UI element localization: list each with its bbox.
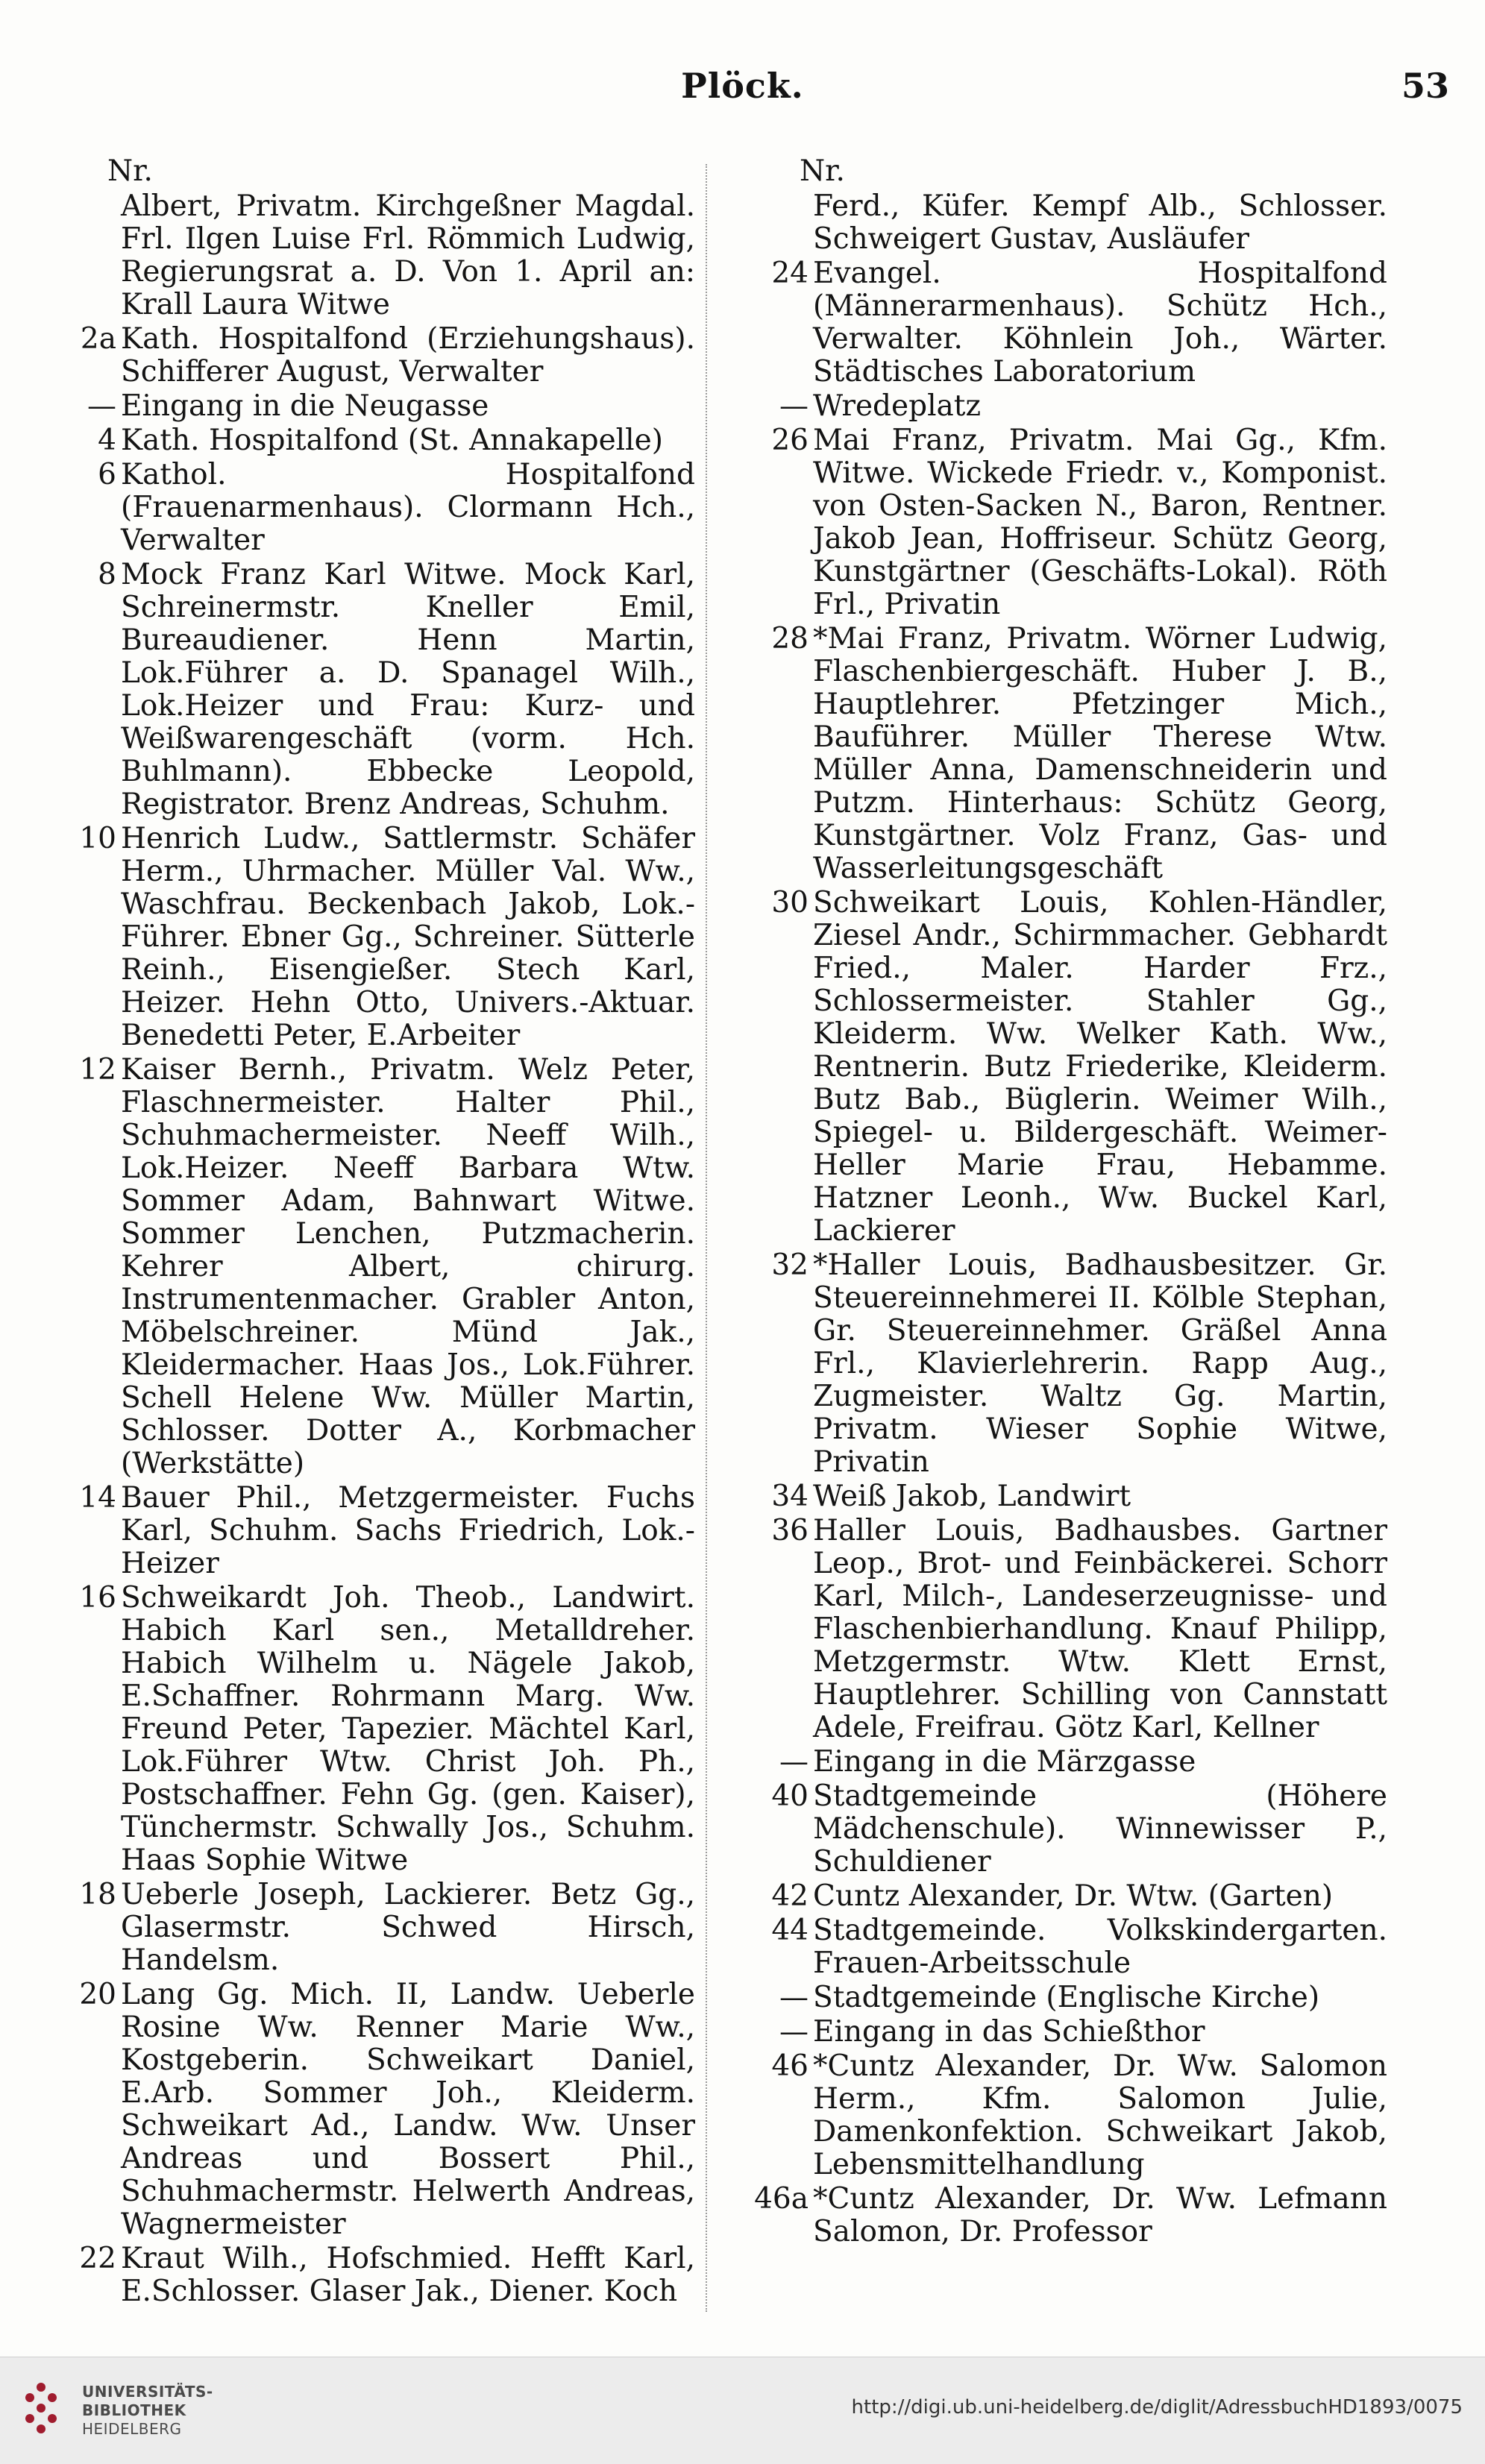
nr-label: Nr. — [800, 154, 845, 188]
house-number: 42 — [771, 1879, 809, 1913]
entry-text: Mock Franz Karl Witwe. Mock Karl, Schreinermstr. Kneller Emil, Bureaudiener. Henn Martin, Lok.Führer a. D. Spanagel Wilh., Lok.Heizer und Frau: Kurz- und Weißwarengeschäft (vorm. Hch. Buhlmann). Ebbecke Leopold, Registrator. Brenz Andreas, Schuhm. — [121, 558, 695, 821]
house-number: 20 — [79, 1978, 116, 2011]
nr-label: Nr. — [107, 154, 153, 188]
entry-text: Mai Franz, Privatm. Mai Gg., Kfm. Witwe. Wickede Friedr. v., Komponist. von Osten-Sacken N., Baron, Rentner. Jakob Jean, Hoffriseur. Schütz Georg, Kunstgärtner (Geschäfts-Lokal). Röth Frl., Privatin — [813, 424, 1387, 621]
entry-text: Kath. Hospitalfond (St. Annakapelle) — [121, 424, 663, 457]
logo-line: UNIVERSITÄTS- — [82, 2383, 213, 2401]
house-number: — — [779, 1981, 809, 2014]
house-number: 46 — [771, 2049, 809, 2083]
directory-entry — [738, 1746, 1387, 1779]
house-number: 16 — [79, 1581, 116, 1615]
directory-entry — [738, 1914, 1387, 1980]
house-number: 10 — [79, 822, 116, 855]
directory-entry — [738, 2016, 1387, 2049]
directory-entry — [738, 1981, 1387, 2014]
directory-entry — [46, 1054, 695, 1480]
directory-entry — [738, 1480, 1387, 1513]
directory-entry — [738, 390, 1387, 423]
entry-text: Eingang in die Neugasse — [121, 389, 489, 423]
entry-text: Kaiser Bernh., Privatm. Welz Peter, Flaschnermeister. Halter Phil., Schuhmachermeister. Neeff Wilh., Lok.Heizer. Neeff Barbara Wtw. Sommer Adam, Bahnwart Witwe. Sommer Lenchen, Putzmacherin. Kehrer Albert, chirurg. Instrumentenmacher. Grabler Anton, Möbelschreiner. Münd Jak., Kleidermacher. Haas Jos., Lok.Führer. Schell Helene Ww. Müller Martin, Schlosser. Dotter A., Korbmacher (Werkstätte) — [121, 1053, 695, 1480]
house-number: 26 — [771, 424, 809, 457]
directory-entry — [46, 823, 695, 1052]
directory-entry — [46, 559, 695, 821]
entry-text: *Cuntz Alexander, Dr. Ww. Lefmann Salomon, Dr. Professor — [813, 2182, 1387, 2248]
right-column — [738, 153, 1387, 2250]
entry-list — [738, 190, 1387, 2248]
entry-text: Kraut Wilh., Hofschmied. Hefft Karl, E.Schlosser. Glaser Jak., Diener. Koch — [121, 2242, 695, 2308]
house-number: 46a — [754, 2182, 809, 2216]
source-url-link[interactable]: http://digi.ub.uni-heidelberg.de/diglit/AdressbuchHD1893/0075 — [851, 2396, 1463, 2419]
entry-text: Eingang in die Märzgasse — [813, 1745, 1196, 1779]
directory-entry — [46, 1879, 695, 1977]
house-number: — — [779, 1745, 809, 1779]
entry-text: Stadtgemeinde. Volkskindergarten. Frauen-Arbeitsschule — [813, 1914, 1387, 1980]
house-number: 6 — [98, 458, 116, 491]
page-title: Plöck. — [681, 66, 804, 106]
entry-text: Henrich Ludw., Sattlermstr. Schäfer Herm., Uhrmacher. Müller Val. Ww., Waschfrau. Beckenbach Jakob, Lok.-Führer. Ebner Gg., Schreiner. Sütterle Reinh., Eisengießer. Stech Karl, Heizer. Hehn Otto, Univers.-Aktuar. Benedetti Peter, E.Arbeiter — [121, 822, 695, 1052]
house-number: 24 — [771, 257, 809, 290]
entry-text: Schweikart Louis, Kohlen-Händler, Ziesel Andr., Schirmmacher. Gebhardt Fried., Maler. Harder Frz., Schlossermeister. Stahler Gg., Kleiderm. Ww. Welker Kath. Ww., Rentnerin. Butz Friederike, Kleiderm. Butz Bab., Büglerin. Weimer Wilh., Spiegel- u. Bildergeschäft. Weimer-Heller Marie Frau, Hebamme. Hatzner Leonh., Ww. Buckel Karl, Lackierer — [813, 886, 1387, 1248]
entry-text: Wredeplatz — [813, 389, 982, 423]
entry-text: Cuntz Alexander, Dr. Wtw. (Garten) — [813, 1879, 1334, 1913]
directory-entry — [738, 257, 1387, 389]
directory-entry — [46, 190, 695, 321]
entry-text: Haller Louis, Badhausbes. Gartner Leop., Brot- und Feinbäckerei. Schorr Karl, Milch-, Landeserzeugnisse- und Flaschenbierhandlung. Knauf Philipp, Metzgermstr. Wtw. Klett Ernst, Hauptlehrer. Schilling von Cannstatt Adele, Freifrau. Götz Karl, Kellner — [813, 1514, 1387, 1744]
column-divider — [706, 164, 707, 2312]
entry-text: Stadtgemeinde (Englische Kirche) — [813, 1981, 1320, 2014]
directory-entry — [738, 424, 1387, 621]
entry-text: Eingang in das Schießthor — [813, 2015, 1205, 2049]
directory-entry — [738, 623, 1387, 885]
directory-entry — [738, 1249, 1387, 1479]
house-number: 30 — [771, 886, 809, 920]
house-number: 12 — [79, 1053, 116, 1087]
viewer-footer — [0, 2357, 1485, 2464]
directory-entry — [46, 2243, 695, 2308]
directory-entry — [738, 1515, 1387, 1744]
house-number: 32 — [771, 1248, 809, 1282]
house-number: 36 — [771, 1514, 809, 1547]
directory-entry — [738, 1880, 1387, 1913]
house-number: 8 — [98, 558, 116, 591]
house-number: — — [87, 389, 116, 423]
house-number: — — [779, 389, 809, 423]
entry-text: Ferd., Küfer. Kempf Alb., Schlosser. Schweigert Gustav, Ausläufer — [813, 189, 1387, 256]
seal-icon — [15, 2378, 67, 2438]
directory-entry — [46, 390, 695, 423]
entry-text: Stadtgemeinde (Höhere Mädchenschule). Winnewisser P., Schuldiener — [813, 1779, 1387, 1879]
house-number: 14 — [79, 1481, 116, 1515]
directory-entry — [738, 2050, 1387, 2181]
entry-text: Schweikardt Joh. Theob., Landwirt. Habich Karl sen., Metalldreher. Habich Wilhelm u. Nägele Jakob, E.Schaffner. Rohrmann Marg. Ww. Freund Peter, Tapezier. Mächtel Karl, Lok.Führer Wtw. Christ Joh. Ph., Postschaffner. Fehn Gg. (gen. Kaiser), Tünchermstr. Schwally Jos., Schuhm. Haas Sophie Witwe — [121, 1581, 695, 1877]
house-number: 40 — [771, 1779, 809, 1813]
directory-entry — [46, 424, 695, 457]
house-number: 2a — [80, 322, 116, 356]
directory-entry — [46, 459, 695, 557]
directory-entry — [46, 323, 695, 389]
house-number: — — [779, 2015, 809, 2049]
directory-entry — [46, 1979, 695, 2241]
entry-text: Albert, Privatm. Kirchgeßner Magdal. Frl. Ilgen Luise Frl. Römmich Ludwig, Regierungsrat a. D. Von 1. April an: Krall Laura Witwe — [121, 189, 695, 321]
logo-line: HEIDELBERG — [82, 2420, 182, 2438]
house-number: 44 — [771, 1914, 809, 1947]
entry-list — [46, 190, 695, 2308]
entry-text: Weiß Jakob, Landwirt — [813, 1480, 1131, 1513]
left-column — [46, 153, 695, 2310]
house-number: 34 — [771, 1480, 809, 1513]
entry-text: Lang Gg. Mich. II, Landw. Ueberle Rosine Ww. Renner Marie Ww., Kostgeberin. Schweikart Daniel, E.Arb. Sommer Joh., Kleiderm. Schweikart Ad., Landw. Ww. Unser Andreas und Bossert Phil., Schuhmachermstr. Helwerth Andreas, Wagnermeister — [121, 1978, 695, 2241]
directory-entry — [46, 1482, 695, 1580]
entry-text: Evangel. Hospitalfond (Männerarmenhaus). Schütz Hch., Verwalter. Köhnlein Joh., Wärter. Städtisches Laboratorium — [813, 257, 1387, 389]
directory-entry — [738, 190, 1387, 256]
house-number: 18 — [79, 1878, 116, 1911]
house-number: 28 — [771, 622, 809, 656]
logo-line: BIBLIOTHEK — [82, 2401, 186, 2419]
directory-entry — [46, 1582, 695, 1877]
entry-text: Kath. Hospitalfond (Erziehungshaus). Schifferer August, Verwalter — [121, 322, 695, 389]
directory-entry — [738, 1780, 1387, 1879]
directory-entry — [738, 2183, 1387, 2248]
house-number: 4 — [98, 424, 116, 457]
entry-text: Bauer Phil., Metzgermeister. Fuchs Karl, Schuhm. Sachs Friedrich, Lok.-Heizer — [121, 1481, 695, 1580]
page-number: 53 — [1401, 66, 1449, 106]
house-number: 22 — [79, 2242, 116, 2275]
entry-text: *Cuntz Alexander, Dr. Ww. Salomon Herm., Kfm. Salomon Julie, Damenkonfektion. Schweikart Jakob, Lebensmittelhandlung — [813, 2049, 1387, 2181]
entry-text: Ueberle Joseph, Lackierer. Betz Gg., Glasermstr. Schwed Hirsch, Handelsm. — [121, 1878, 695, 1977]
entry-text: *Mai Franz, Privatm. Wörner Ludwig, Flaschenbiergeschäft. Huber J. B., Hauptlehrer. Pfetzinger Mich., Bauführer. Müller Therese Wtw. Müller Anna, Damenschneiderin und Putzm. Hinterhaus: Schütz Georg, Kunstgärtner. Volz Franz, Gas- und Wasserleitungsgeschäft — [813, 622, 1387, 885]
entry-text: *Haller Louis, Badhausbesitzer. Gr. Steuereinnehmerei II. Kölble Stephan, Gr. Steuereinnehmer. Gräßel Anna Frl., Klavierlehrerin. Rapp Aug., Zugmeister. Waltz Gg. Martin, Privatm. Wieser Sophie Witwe, Privatin — [813, 1248, 1387, 1479]
entry-text: Kathol. Hospitalfond (Frauenarmenhaus). Clormann Hch., Verwalter — [121, 458, 695, 557]
library-logo-text — [82, 2383, 213, 2439]
directory-entry — [738, 887, 1387, 1248]
